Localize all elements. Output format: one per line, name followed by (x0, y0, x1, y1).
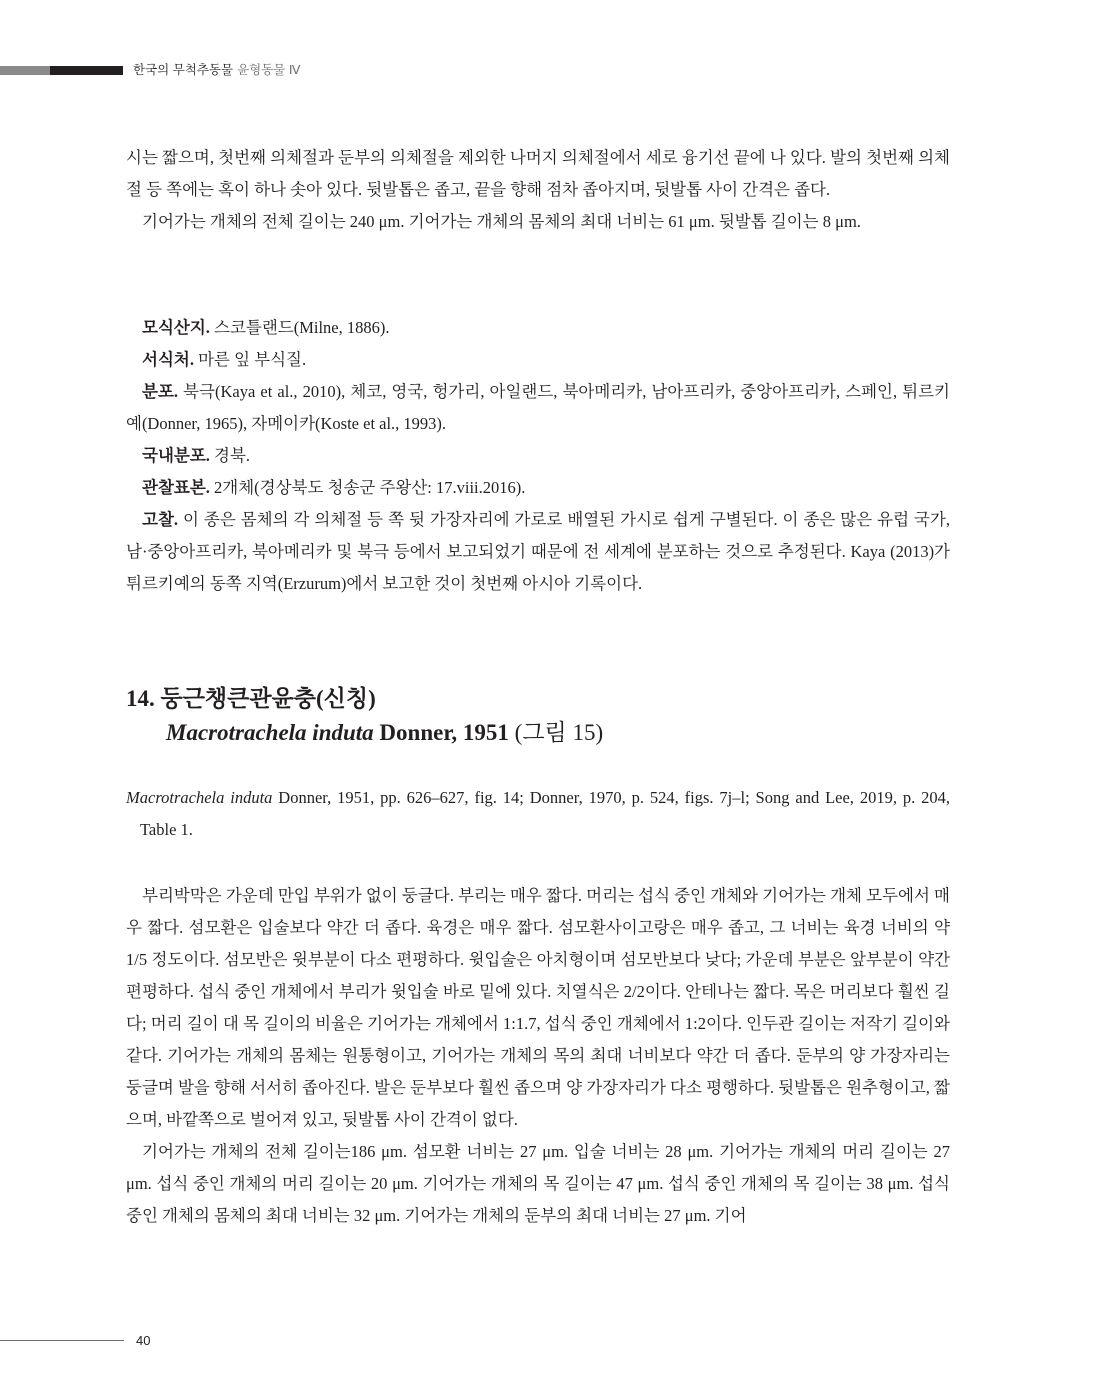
field-label: 분포. (142, 382, 179, 401)
running-head (133, 62, 300, 79)
field-label: 모식산지. (142, 318, 210, 337)
species-heading-scientific (126, 716, 950, 750)
field-label: 관찰표본. (142, 478, 210, 497)
field-distribution (126, 376, 950, 440)
field-material-examined (126, 472, 950, 504)
species-authority: Donner, 1951 (379, 720, 509, 745)
header-bar-gray (0, 66, 50, 75)
page-number: 40 (136, 1333, 151, 1348)
synonymy-block (126, 782, 950, 846)
running-head-subtitle: 윤형동물 Ⅳ (237, 63, 301, 77)
footer-rule (0, 1340, 124, 1341)
field-label: 국내분포. (142, 446, 210, 465)
description-paragraph: 부리박막은 가운데 만입 부위가 없이 둥글다. 부리는 매우 짧다. 머리는 섭식 중인 개체와 기어가는 개체 모두에서 매우 짧다. 섬모환은 입술보다 약간 더 좁다. 육경은 매우 짧다. 섬모환사이고랑은 매우 좁고, 그 너비는 육경 너비의 약 1/5 정도이다. 섬모반은 윗부분이 다소 편평하다. 윗입술은 아치형이며 섬모반보다 낮다; 가운데 부분은 앞부분이 약간 편평하다. 섭식 중인 개체에서 부리가 윗입술 바로 밑에 있다. 치열식은 2/2이다. 안테나는 짧다. 목은 머리보다 훨씬 길다; 머리 길이 대 목 길이의 비율은 기어가는 개체에서 1:1.7, 섭식 중인 개체에서 1:2이다. 인두관 길이는 저작기 길이와 같다. 기어가는 개체의 몸체는 원통형이고, 기어가는 개체의 목의 최대 너비보다 약간 더 좁다. 둔부의 양 가장자리는 둥글며 발을 향해 서서히 좁아진다. 발은 둔부보다 훨씬 좁으며 양 가장자리가 다소 평행하다. 뒷발톱은 원추형이고, 짧으며, 바깥쪽으로 벌어져 있고, 뒷발톱 사이 간격이 없다. (126, 886, 950, 1129)
header-bar-black (50, 66, 123, 75)
field-text: 이 종은 몸체의 각 의체절 등 쪽 뒷 가장자리에 가로로 배열된 가시로 쉽게 구별된다. 이 종은 많은 유럽 국가, 남·중앙아프리카, 북아메리카 및 북극 등에서 보고되었기 때문에 전 세계에 분포하는 것으로 추정된다. Kaya (2013)가 튀르키예의 동쪽 지역(Erzurum)에서 보고한 것이 첫번째 아시아 기록이다. (126, 510, 951, 593)
field-text: 북극(Kaya et al., 2010), 체코, 영국, 헝가리, 아일랜드, 북아메리카, 남아프리카, 중앙아프리카, 스페인, 튀르키예(Donner, 1965), 자메이카(Koste et al., 1993). (126, 382, 950, 433)
field-korean-distribution (126, 440, 950, 472)
field-text: 마른 잎 부식질. (193, 350, 307, 369)
intro-paragraph: 시는 짧으며, 첫번째 의체절과 둔부의 의체절을 제외한 나머지 의체절에서 세로 융기선 끝에 나 있다. 발의 첫번째 의체절 등 쪽에는 혹이 하나 솟아 있다. 뒷발톱은 좁고, 끝을 향해 점차 좁아지며, 뒷발톱 사이 간격은 좁다. (126, 148, 950, 199)
field-text: 스코틀랜드(Milne, 1886). (209, 318, 390, 337)
field-text: 2개체(경상북도 청송군 주왕산: 17.viii.2016). (209, 478, 526, 497)
synonymy-entry (126, 782, 950, 846)
species-heading-korean: 14. 둥근챙큰관윤충(신칭) (126, 686, 376, 711)
field-remarks (126, 504, 950, 600)
description-block (126, 880, 950, 1232)
figure-reference: (그림 15) (514, 720, 604, 745)
running-head-title: 한국의 무척추동물 (133, 63, 234, 77)
synonymy-citation: Donner, 1951, pp. 626–627, fig. 14; Donner, 1970, p. 524, figs. 7j–l; Song and Lee, 2019, p. 204, Table 1. (140, 788, 950, 839)
field-label: 고찰. (142, 510, 179, 529)
intro-measurements-paragraph: 기어가는 개체의 전체 길이는 240 μm. 기어가는 개체의 몸체의 최대 너비는 61 μm. 뒷발톱 길이는 8 μm. (142, 212, 861, 231)
field-habitat (126, 344, 950, 376)
field-type-locality (126, 312, 950, 344)
species-heading (126, 682, 950, 750)
synonymy-name: Macrotrachela induta (126, 788, 273, 807)
field-label: 서식처. (142, 350, 194, 369)
species-fields-block (126, 312, 950, 600)
scientific-name: Macrotrachela induta (166, 720, 374, 745)
intro-text-block (126, 142, 950, 238)
field-text: 경북. (209, 446, 251, 465)
measurements-paragraph: 기어가는 개체의 전체 길이는186 μm. 섬모환 너비는 27 μm. 입술 너비는 28 μm. 기어가는 개체의 머리 길이는 27 μm. 섭식 중인 개체의 머리 길이는 20 μm. 기어가는 개체의 목 길이는 47 μm. 섭식 중인 개체의 목 길이는 38 μm. 섭식 중인 개체의 몸체의 최대 너비는 32 μm. 기어가는 개체의 둔부의 최대 너비는 27 μm. 기어 (126, 1142, 950, 1225)
